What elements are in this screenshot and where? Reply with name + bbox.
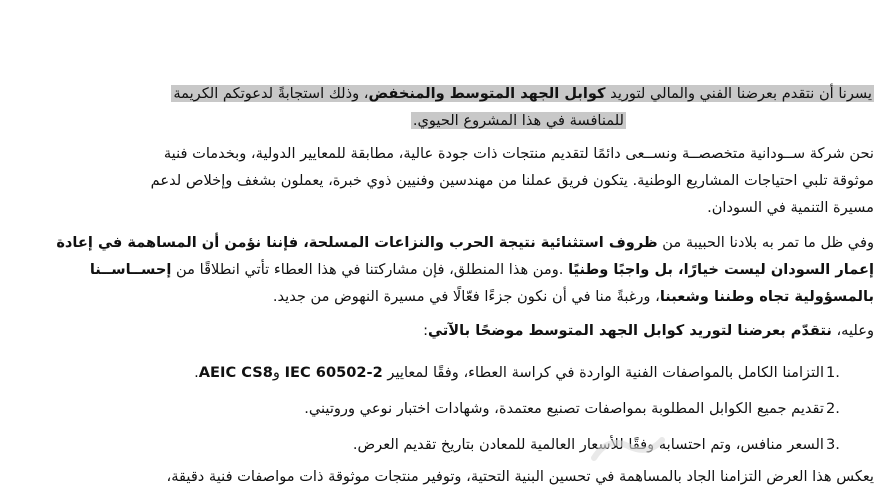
context-line-3 — [273, 286, 874, 308]
company-line-3: مسيرة التنمية في السودان. — [707, 199, 874, 216]
intro-highlight — [171, 85, 874, 102]
list-item-2: تقديم جميع الكوابل المطلوبة بمواصفات تصنيع معتمدة، وشهادات اختبار نوعي وروتيني. — [304, 400, 824, 417]
intro-text-b: ، وذلك استجابةً لدعوتكم الكريمة — [173, 85, 369, 102]
intro-highlight-2: للمنافسة في هذا المشروع الحيوي. — [412, 112, 624, 129]
intro-line-1 — [171, 83, 874, 105]
list-item-1 — [194, 362, 824, 384]
context-bold-3: إحســاســنا — [89, 261, 172, 278]
company-line-2: موثوقة تلبي احتياجات المشاريع الوطنية. يتكون فريق عملنا من مهندسين وفنيين ذوي خبرة، يعملون بشغف وإخلاص لدعم — [150, 172, 874, 189]
intro-line-2 — [411, 110, 626, 132]
list-item-1-text: التزامنا الكامل بالمواصفات الفنية الواردة في كراسة العطاء، وفقًا لمعايير — [382, 364, 824, 381]
list-number-1: 1. — [826, 364, 840, 381]
context-bold-4: بالمسؤولية تجاه وطننا وشعبنا — [659, 288, 874, 305]
list-item-1-standard-iec: IEC 60502-2 — [284, 364, 383, 381]
context-text-a: وفي ظل ما تمر به بلادنا الحبيبة من — [657, 234, 874, 251]
context-bold-1: ظروف استثنائية نتيجة الحرب والنزاعات المسلحة، فإننا نؤمن أن المساهمة في إعادة — [56, 234, 658, 251]
offer-intro-suffix: : — [423, 322, 429, 339]
closing-line-1: يعكس هذا العرض التزامنا الجاد بالمساهمة في تحسين البنية التحتية، وتوفير منتجات موثوقة ذات مواصفات فنية دقيقة، — [166, 468, 874, 485]
list-item-1-end: . — [194, 364, 199, 381]
list-item-1-standard-aeic: AEIC CS8 — [198, 364, 273, 381]
company-line-1: نحن شركة ســودانية متخصصــة ونســعى دائمًا لتقديم منتجات ذات جودة عالية، مطابقة للمعايير الدولية، وبخدمات فنية — [163, 145, 874, 162]
list-item-1-and: و — [272, 364, 285, 381]
context-text-c: ، ورغبةً منا في أن نكون جزءًا فعّالًا في مسيرة النهوض من جديد. — [272, 288, 660, 305]
context-line-2 — [90, 259, 874, 281]
offer-intro-prefix: وعليه، — [831, 322, 874, 339]
list-number-2: 2. — [826, 400, 840, 417]
watermark-logo-icon — [588, 428, 668, 488]
list-number-3: 3. — [826, 436, 840, 453]
offer-intro-bold: نتقدّم بعرضنا لتوريد كوابل الجهد المتوسط موضحًا بالآتي — [428, 322, 832, 339]
intro-text-a: يسرنا أن نتقدم بعرضنا الفني والمالي لتوريد — [605, 85, 872, 102]
context-line-1 — [56, 232, 874, 254]
watermark-shape — [588, 428, 668, 468]
list-item-3: السعر منافس، وتم احتسابه وفقًا للأسعار العالمية للمعادن بتاريخ تقديم العرض. — [352, 436, 824, 453]
intro-bold-cables: كوابل الجهد المتوسط والمنخفض — [368, 85, 606, 102]
offer-intro — [423, 320, 874, 342]
context-text-b: .ومن هذا المنطلق، فإن مشاركتنا في هذا العطاء تأتي انطلاقًا من — [171, 261, 569, 278]
context-bold-2: إعمار السودان ليست خيارًا، بل واجبًا وطنيًا — [568, 261, 874, 278]
